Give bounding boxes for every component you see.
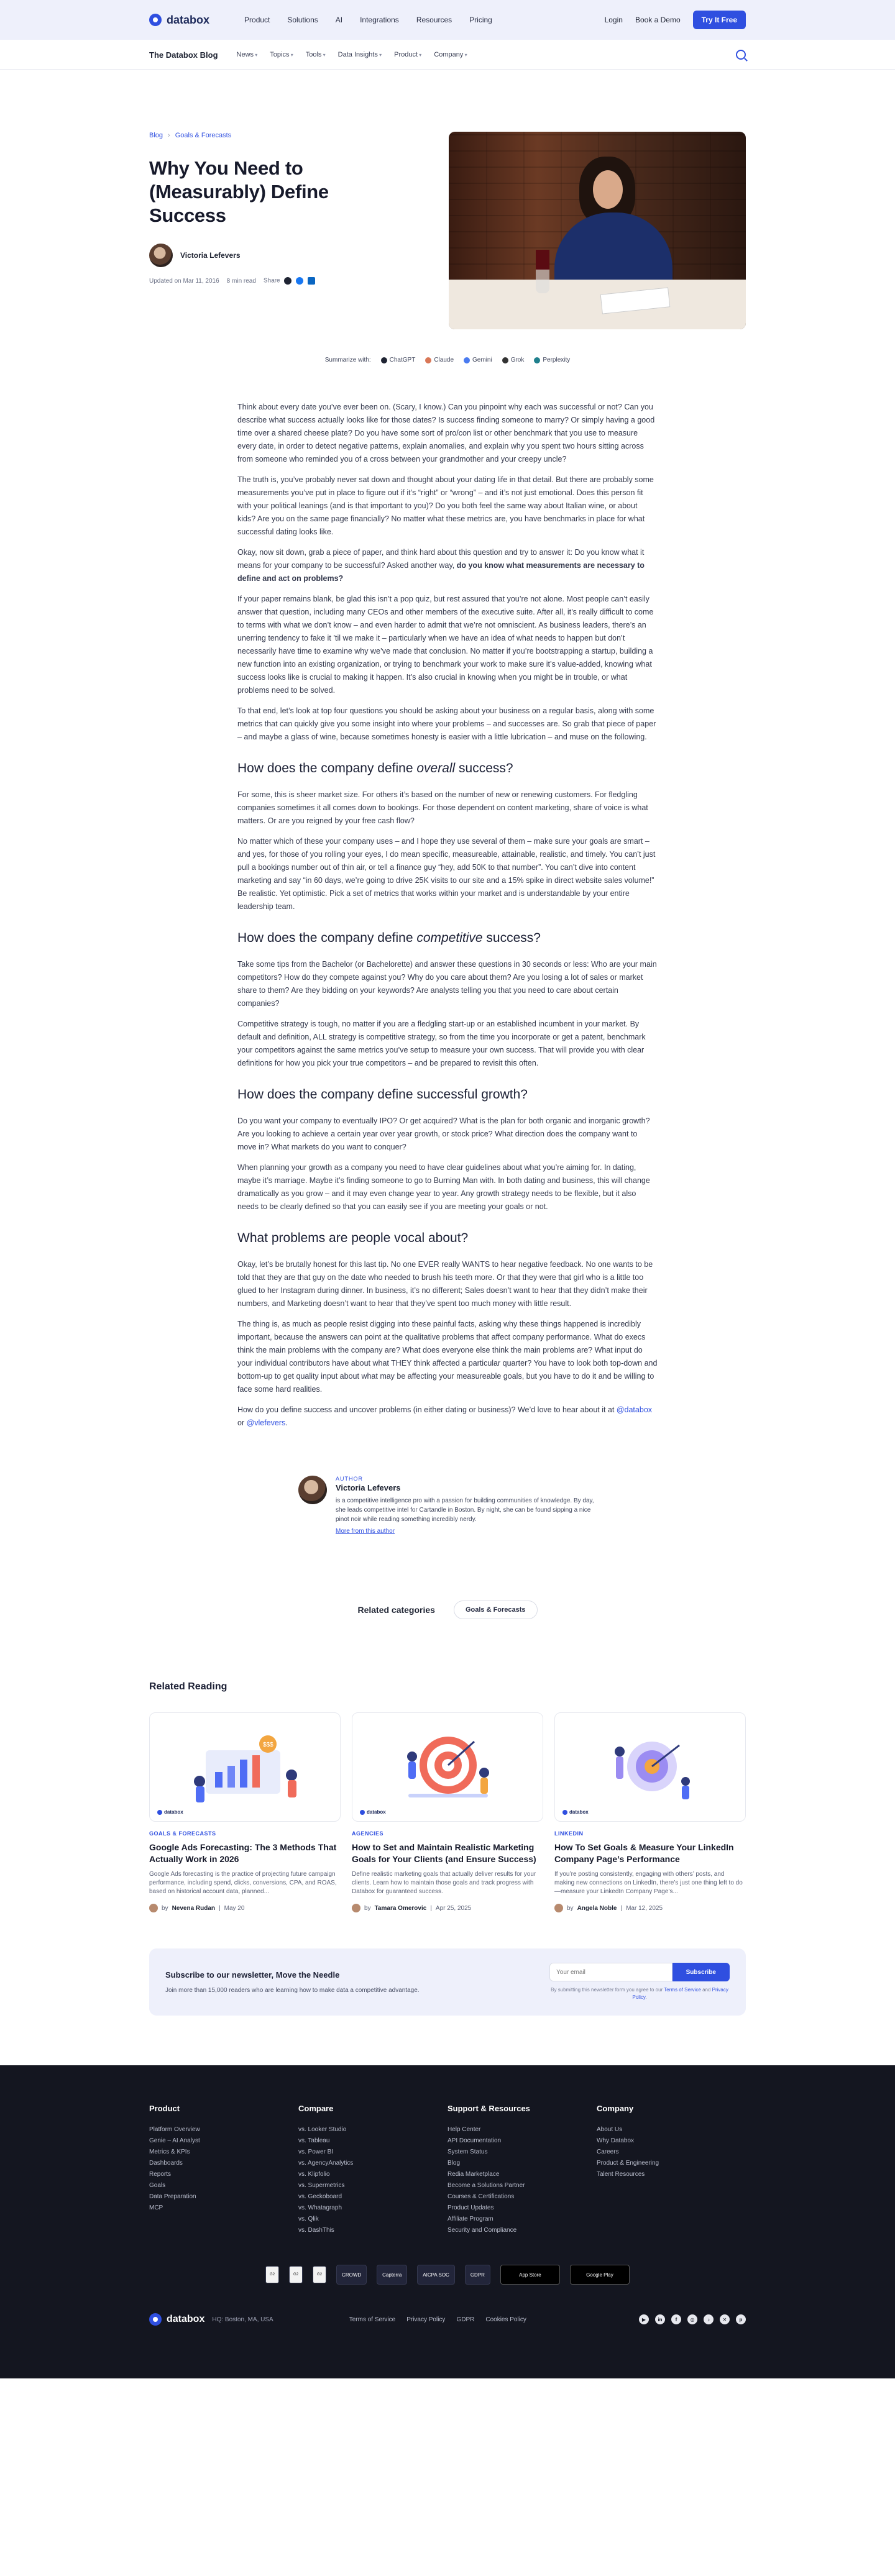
card-author[interactable]: Nevena Rudan bbox=[172, 1904, 216, 1912]
paragraph: Do you want your company to eventually IPO? Or get acquired? What is the plan for both organic and inorganic growth? Are you looking to achieve a certain year over year growth, or stock price? What direction does the company want to move in? What markets do you want to conquer? bbox=[237, 1117, 650, 1151]
blognav-company[interactable]: Company ▾ bbox=[434, 51, 467, 58]
newsletter-note: By submitting this newsletter form you agree to our Terms of Service and Privacy Policy. bbox=[551, 1987, 728, 2000]
paragraph: The thing is, as much as people resist digging into these painful facts, asking why these things happened is incredibly important, because the answers can point at the qualitative problems that affect company performance. What do execs think the main problems with the company are? What does everyone else think the main problems are? What input do your individual contributors have about what THEY think affected a particular quarter? You have to look both top-down and bottom-up to get quality input about what may be affecting your measureable goals, but you have to do it and be willing to face some hard realities. bbox=[237, 1320, 658, 1394]
summarize-claude[interactable]: Claude bbox=[425, 357, 454, 363]
breadcrumb-blog[interactable]: Blog bbox=[149, 132, 163, 139]
subscribe-button[interactable]: Subscribe bbox=[672, 1963, 730, 1981]
databox-logo[interactable] bbox=[149, 14, 209, 27]
updated-date: Updated on Mar 11, 2016 bbox=[149, 277, 219, 285]
footer-link[interactable]: vs. Power BI bbox=[298, 2149, 334, 2155]
goal-illustration-icon bbox=[555, 1713, 746, 1822]
card-author[interactable]: Angela Noble bbox=[577, 1904, 617, 1912]
card-image bbox=[352, 1712, 543, 1822]
svg-text:$$$: $$$ bbox=[263, 1742, 273, 1748]
card-category[interactable]: LINKEDIN bbox=[554, 1830, 584, 1837]
card-category[interactable]: GOALS & FORECASTS bbox=[149, 1830, 216, 1837]
footer-bottom bbox=[149, 2313, 746, 2326]
footer-link[interactable]: Affiliate Program bbox=[448, 2216, 493, 2222]
paragraph: If your paper remains blank, be glad this isn’t a pop quiz, but rest assured that you’re not alone. Most people can’t easily answer that question, including many CEOs and other members of the executive suite. After all, it’s really difficult to come to terms with what we don’t know – and even harder to admit that we’re not omniscient. As business leaders, there’s an unerring tendency to fake it ’til we make it – particularly when we have an idea of what needs to happen but don’t necessarily have time to examine why we’ve made that conclusion. No matter if you’re bootstrapping a startup, building a new function into an existing organization, or trying to benchmark your work to make sure it’s value-added, knowing what success looks like is crucial to making it happen. It’s also crucial in knowing when you might be in trouble, or what problems need to be solved. bbox=[237, 595, 654, 695]
footer-link[interactable]: API Documentation bbox=[448, 2137, 502, 2144]
blognav-news[interactable]: News ▾ bbox=[237, 51, 258, 58]
share-label bbox=[264, 277, 315, 285]
card-meta: by Angela Noble | Mar 12, 2025 bbox=[554, 1904, 746, 1912]
section-heading: How does the company define competitive success? bbox=[237, 931, 541, 945]
card-meta: by Nevena Rudan | May 20 bbox=[149, 1904, 341, 1912]
author-box bbox=[298, 1476, 597, 1536]
forecast-illustration-icon bbox=[150, 1713, 341, 1822]
card-brand: databox bbox=[562, 1809, 589, 1815]
nav-product[interactable]: Product bbox=[244, 16, 270, 24]
tiktok-icon[interactable]: ♪ bbox=[704, 2314, 714, 2324]
section-heading: What problems are people vocal about? bbox=[237, 1231, 469, 1245]
footer-heading: Support & Resources bbox=[448, 2104, 530, 2113]
footer-col-support bbox=[448, 2104, 597, 2236]
related-reading-title: Related Reading bbox=[149, 1681, 227, 1692]
book-demo-link[interactable]: Book a Demo bbox=[635, 16, 681, 24]
card-brand: databox bbox=[157, 1809, 183, 1815]
footer-link[interactable]: Product & Engineering bbox=[597, 2160, 659, 2167]
read-time: 8 min read bbox=[226, 277, 256, 285]
author-label: AUTHOR bbox=[336, 1476, 363, 1482]
main-content bbox=[149, 132, 746, 2016]
footer-link[interactable]: About Us bbox=[597, 2126, 623, 2133]
post-hero bbox=[149, 132, 746, 329]
related-reading-cards bbox=[149, 1712, 746, 1912]
footer-link[interactable]: Platform Overview bbox=[149, 2126, 200, 2133]
newsletter-title: Subscribe to our newsletter, Move the Needle bbox=[165, 1970, 340, 1980]
nav-ai[interactable]: AI bbox=[335, 16, 343, 24]
newsletter-subtitle: Join more than 15,000 readers who are learning how to make data a competitive advantage. bbox=[165, 1987, 420, 1994]
paragraph: Think about every date you’ve ever been on. (Scary, I know.) Can you pinpoint why each was successful or not? Can you describe what success actually looks like for those dates? Is success finding someone to marry? Or simply having a good time over a shared cheese plate? Do you have some sort of pro/con list or other benchmark that you use to measure every date, in order to detect negative patterns, explain anomalies, and explain why you spent two hours sitting across from someone who reminded you of a cross between your grandmother and your creepy uncle? bbox=[237, 403, 655, 464]
google-play-badge[interactable]: Google Play bbox=[570, 2265, 630, 2285]
footer-link[interactable]: Reports bbox=[149, 2171, 172, 2178]
main-nav bbox=[244, 16, 492, 24]
share-text: Share bbox=[263, 277, 280, 285]
terms-of-service-link[interactable]: Terms of Service bbox=[349, 2316, 396, 2323]
footer-logo[interactable]: databox bbox=[149, 2313, 204, 2326]
g2-badge-icon: G2 bbox=[289, 2266, 303, 2283]
breadcrumb-separator-icon: › bbox=[168, 132, 170, 139]
databox-logo-icon bbox=[149, 2313, 162, 2326]
youtube-icon[interactable]: ▶ bbox=[639, 2314, 649, 2324]
paragraph: To that end, let’s look at top four questions you should be asking about your business on a regular basis, along with some metrics that can quickly give you some insight into where your problems – and successes are. So grab that piece of paper – and maybe a glass of wine, because sometimes honesty is easier with a little lubrication – and muse on the following. bbox=[237, 706, 656, 741]
footer-heading: Company bbox=[597, 2104, 634, 2113]
pinterest-icon[interactable]: p bbox=[736, 2314, 746, 2324]
card-category[interactable]: AGENCIES bbox=[352, 1830, 384, 1837]
footer-link[interactable]: MCP bbox=[149, 2204, 163, 2211]
footer-link[interactable]: Redia Marketplace bbox=[448, 2171, 500, 2178]
blognav-topics[interactable]: Topics ▾ bbox=[270, 51, 293, 58]
article-body bbox=[237, 401, 658, 1430]
card-image bbox=[149, 1712, 341, 1822]
footer-link[interactable]: vs. Klipfolio bbox=[298, 2171, 330, 2178]
blog-subnav bbox=[0, 40, 895, 70]
facebook-share-icon[interactable] bbox=[296, 277, 303, 285]
nav-integrations[interactable]: Integrations bbox=[360, 16, 399, 24]
footer-link[interactable]: Become a Solutions Partner bbox=[448, 2182, 525, 2189]
grok-icon bbox=[502, 357, 508, 363]
blognav-product[interactable]: Product ▾ bbox=[394, 51, 421, 58]
footer-link[interactable]: Talent Resources bbox=[597, 2171, 645, 2178]
related-card[interactable] bbox=[554, 1712, 746, 1912]
blognav-data-insights[interactable]: Data Insights ▾ bbox=[338, 51, 382, 58]
footer-link[interactable]: vs. Looker Studio bbox=[298, 2126, 347, 2133]
email-input[interactable] bbox=[549, 1963, 672, 1981]
more-from-author-link[interactable]: More from this author bbox=[336, 1528, 395, 1535]
related-card[interactable] bbox=[352, 1712, 543, 1912]
paragraph: For some, this is sheer market size. For others it’s based on the number of new or renewing customers. For fledgling companies sometimes it all comes down to bookings. For those dependent on content marketing, share of voice is what matters. Or are you reigned by your free cash flow? bbox=[237, 790, 648, 825]
vlefevers-twitter-link[interactable]: @vlefevers bbox=[246, 1418, 286, 1427]
gdpr-link[interactable]: GDPR bbox=[456, 2316, 475, 2323]
x-icon[interactable]: ✕ bbox=[720, 2314, 730, 2324]
top-actions bbox=[605, 11, 746, 29]
newsletter-signup bbox=[149, 1948, 746, 2016]
databox-twitter-link[interactable]: @databox bbox=[616, 1405, 653, 1414]
card-title[interactable]: How To Set Goals & Measure Your LinkedIn Company Page’s Performance bbox=[554, 1842, 734, 1864]
x-share-icon[interactable] bbox=[284, 277, 291, 285]
card-title[interactable]: How to Set and Maintain Realistic Marketing Goals for Your Clients (and Ensure Success) bbox=[352, 1842, 536, 1864]
site-footer bbox=[0, 2065, 895, 2378]
breadcrumb bbox=[149, 132, 410, 139]
author-name[interactable]: Victoria Lefevers bbox=[180, 251, 241, 260]
footer-link[interactable]: System Status bbox=[448, 2149, 488, 2155]
newsletter-form bbox=[549, 1963, 730, 2001]
author-avatar bbox=[149, 244, 173, 267]
footer-link[interactable]: Help Center bbox=[448, 2126, 481, 2133]
gdpr-badge: GDPR bbox=[465, 2265, 490, 2285]
blog-brand[interactable]: The Databox Blog bbox=[149, 50, 218, 60]
summarize-grok[interactable]: Grok bbox=[502, 357, 525, 363]
footer-link[interactable]: Product Updates bbox=[448, 2204, 494, 2211]
facebook-icon[interactable]: f bbox=[671, 2314, 681, 2324]
instagram-icon[interactable]: ◎ bbox=[687, 2314, 697, 2324]
card-brand: databox bbox=[360, 1809, 386, 1815]
footer-legal-links bbox=[349, 2316, 526, 2323]
footer-link[interactable]: Goals bbox=[149, 2182, 166, 2189]
footer-link[interactable]: Blog bbox=[448, 2160, 461, 2167]
footer-link[interactable]: Security and Compliance bbox=[448, 2227, 517, 2234]
emphasis-text: do you know what measurements are necessary to define and act on problems? bbox=[237, 561, 645, 583]
related-categories-title: Related categories bbox=[357, 1605, 435, 1615]
card-image bbox=[554, 1712, 746, 1822]
footer-link[interactable]: Dashboards bbox=[149, 2160, 183, 2167]
summarize-label: Summarize with: bbox=[324, 357, 371, 363]
card-date: May 20 bbox=[224, 1904, 245, 1912]
crowd-rating-badge: CROWD bbox=[336, 2265, 367, 2285]
search-icon[interactable] bbox=[736, 50, 746, 60]
app-store-badge[interactable]: App Store bbox=[500, 2265, 560, 2285]
summarize-gemini[interactable]: Gemini bbox=[464, 357, 492, 363]
footer-link[interactable]: vs. Supermetrics bbox=[298, 2182, 345, 2189]
footer-link[interactable]: vs. Whatagraph bbox=[298, 2204, 342, 2211]
related-card[interactable] bbox=[149, 1712, 341, 1912]
card-author-avatar bbox=[554, 1904, 563, 1912]
author-box-avatar bbox=[298, 1476, 327, 1504]
footer-link[interactable]: Careers bbox=[597, 2149, 619, 2155]
footer-col-company bbox=[597, 2104, 746, 2236]
nav-pricing[interactable]: Pricing bbox=[469, 16, 492, 24]
footer-link[interactable]: vs. AgencyAnalytics bbox=[298, 2160, 354, 2167]
logo-text: databox bbox=[167, 13, 210, 26]
card-author-avatar bbox=[149, 1904, 158, 1912]
nav-resources[interactable]: Resources bbox=[416, 16, 452, 24]
footer-badges bbox=[149, 2265, 746, 2285]
footer-link[interactable]: Genie – AI Analyst bbox=[149, 2137, 200, 2144]
summarize-perplexity[interactable]: Perplexity bbox=[534, 357, 570, 363]
breadcrumb-category[interactable]: Goals & Forecasts bbox=[175, 132, 232, 139]
paragraph: Okay, now sit down, grab a piece of paper, and think hard about this question and try to answer it: Do you know what it means for your company to be successful? Asked another way, do you know what measurements are necessary to define and act on problems? bbox=[237, 548, 645, 583]
footer-link[interactable]: Data Preparation bbox=[149, 2193, 196, 2200]
category-pill[interactable]: Goals & Forecasts bbox=[454, 1601, 538, 1619]
footer-heading: Product bbox=[149, 2104, 180, 2113]
footer-columns bbox=[149, 2104, 746, 2236]
claude-icon bbox=[425, 357, 431, 363]
footer-heading: Compare bbox=[298, 2104, 334, 2113]
nav-solutions[interactable]: Solutions bbox=[287, 16, 318, 24]
gemini-icon bbox=[464, 357, 470, 363]
author-box-name: Victoria Lefevers bbox=[336, 1483, 401, 1492]
linkedin-share-icon[interactable] bbox=[308, 277, 315, 285]
footer-address: HQ: Boston, MA, USA bbox=[212, 2316, 273, 2323]
footer-link[interactable]: vs. Tableau bbox=[298, 2137, 330, 2144]
footer-link[interactable]: Why Databox bbox=[597, 2137, 635, 2144]
cookies-policy-link[interactable]: Cookies Policy bbox=[485, 2316, 526, 2323]
linkedin-icon[interactable]: in bbox=[655, 2314, 665, 2324]
card-title[interactable]: Google Ads Forecasting: The 3 Methods That Actually Work in 2026 bbox=[149, 1842, 337, 1864]
footer-link[interactable]: vs. DashThis bbox=[298, 2227, 334, 2234]
paragraph: The truth is, you’ve probably never sat down and thought about your dating life in that detail. But there are probably some measurements you’ve put in place to figure out if it’s “right” or “wrong” – and it’s not just emotional. Does this person fit with your political leanings (and is that important to you)? Do you both feel the same way about Italian wine, or about kids? Are you on the same page financially? No matter what these metrics are, you have benchmarks in place for what successful dating looks like. bbox=[237, 475, 654, 536]
footer-col-compare bbox=[298, 2104, 448, 2236]
chatgpt-icon bbox=[381, 357, 387, 363]
card-date: Apr 25, 2025 bbox=[435, 1904, 472, 1912]
hero-image bbox=[449, 132, 746, 329]
post-meta bbox=[149, 277, 410, 285]
social-links bbox=[639, 2314, 746, 2324]
card-author[interactable]: Tamara Omerovic bbox=[374, 1904, 427, 1912]
top-navbar bbox=[0, 0, 895, 40]
target-illustration-icon bbox=[352, 1713, 543, 1822]
login-link[interactable]: Login bbox=[604, 16, 623, 24]
footer-col-product bbox=[149, 2104, 298, 2236]
databox-logo-icon bbox=[149, 14, 162, 26]
card-description: Define realistic marketing goals that actually deliver results for your clients. Learn how to maintain those goals and track progress with Databox for guaranteed success. bbox=[352, 1871, 536, 1895]
paragraph: Okay, let’s be brutally honest for this last tip. No one EVER really WANTS to hear negative feedback. No one wants to be told that they are that guy on the date who needed to brush his teeth more. Or that they were that girl who is a little too glued to her Instagram during dinner. In business, it’s no different; Sales doesn’t want to hear that they didn’t make their numbers, and Marketing doesn’t want to hear that they’ve spent too much money with little result. bbox=[237, 1260, 653, 1308]
paragraph: When planning your growth as a company you need to have clear guidelines about what you’re aiming for. In dating, maybe it’s marriage. Maybe it’s finding someone to go to Burning Man with. In both dating and business, this will change dramatically as you grow – and it may even change year to year. Any growth strategy needs to be flexible, but it also needs to be clearly defined so that you can easily see if you are meeting your goals or not. bbox=[237, 1163, 650, 1211]
footer-link[interactable]: vs. Geckoboard bbox=[298, 2193, 342, 2200]
paragraph: How do you define success and uncover problems (in either dating or business)? We’d love to hear about it at @databox or @vlefevers. bbox=[237, 1405, 653, 1427]
paragraph: Take some tips from the Bachelor (or Bachelorette) and answer these questions in 30 seconds or less: Who are your main competitors? How do they compete against you? Why do you care about them? Are you losing a lot of sales or market share to them? Are they bidding on your keywords? Are analysts telling you that you need to care about certain companies? bbox=[237, 960, 657, 1008]
summarize-with bbox=[149, 357, 746, 363]
blognav-tools[interactable]: Tools ▾ bbox=[306, 51, 326, 58]
post-author bbox=[149, 244, 410, 267]
card-description: Google Ads forecasting is the practice of projecting future campaign performance, including spend, clicks, conversions, CPA, and ROAS, based on historical account data, planned... bbox=[149, 1871, 337, 1895]
section-heading: How does the company define overall success? bbox=[237, 761, 513, 775]
card-author-avatar bbox=[352, 1904, 360, 1912]
soc-compliance-badge: AICPA SOC bbox=[417, 2265, 455, 2285]
privacy-policy-link[interactable]: Privacy Policy bbox=[406, 2316, 446, 2323]
privacy-link[interactable]: Privacy Policy bbox=[632, 1987, 728, 2000]
try-free-button[interactable]: Try It Free bbox=[693, 11, 746, 29]
g2-badge-icon: G2 bbox=[265, 2266, 279, 2283]
perplexity-icon bbox=[534, 357, 540, 363]
summarize-chatgpt[interactable]: ChatGPT bbox=[381, 357, 416, 363]
card-description: If you’re posting consistently, engaging with others’ posts, and making new connections on LinkedIn, there’s just one thing left to do—measure your LinkedIn Company Page’s... bbox=[554, 1871, 743, 1895]
footer-link[interactable]: Metrics & KPIs bbox=[149, 2149, 190, 2155]
paragraph: No matter which of these your company uses – and I hope they use several of them – make sure your goals are smart – and yes, for those of you rolling your eyes, I do mean specific, measureable, attainable, realistic, and timely. You can’t just pull a bookings number out of thin air, or tell a finance guy “hey, add 50K to that number”. You can’t dive into content marketing and say “in 60 days, we’re going to drive 25K visits to our site and a 15% spike in direct website sales volume!” Be realistic. Yet optimistic. Pick a set of metrics that works within your market and is understandable by your entire leadership team. bbox=[237, 837, 656, 911]
card-meta: by Tamara Omerovic | Apr 25, 2025 bbox=[352, 1904, 543, 1912]
footer-link[interactable]: vs. Qlik bbox=[298, 2216, 319, 2222]
card-date: Mar 12, 2025 bbox=[626, 1904, 663, 1912]
g2-badge-icon: G2 bbox=[313, 2266, 326, 2283]
author-bio: is a competitive intelligence pro with a passion for building communities of knowledge. By day, she leads competitive intel for Cartandle in Boston. By night, she can be found sipping a nice pinot noir while reading something incredibly nerdy. bbox=[336, 1497, 594, 1523]
terms-link[interactable]: Terms of Service bbox=[664, 1987, 701, 1993]
paragraph: Competitive strategy is tough, no matter if you are a fledgling start-up or an established incumbent in your market. By default and definition, ALL strategy is competitive strategy, so from the time you incorporate or get a patent, benchmark your competitors against the same metrics you’ve setup to measure your own success. That will provide you with clear definitions for how you pick your true competitors – and be prepared to revisit this often. bbox=[237, 1020, 646, 1067]
section-heading: How does the company define successful growth? bbox=[237, 1087, 528, 1102]
related-categories bbox=[149, 1601, 746, 1619]
capterra-rating-badge: Capterra bbox=[377, 2265, 407, 2285]
post-title: Why You Need to (Measurably) Define Success bbox=[149, 157, 329, 226]
footer-link[interactable]: Courses & Certifications bbox=[448, 2193, 515, 2200]
